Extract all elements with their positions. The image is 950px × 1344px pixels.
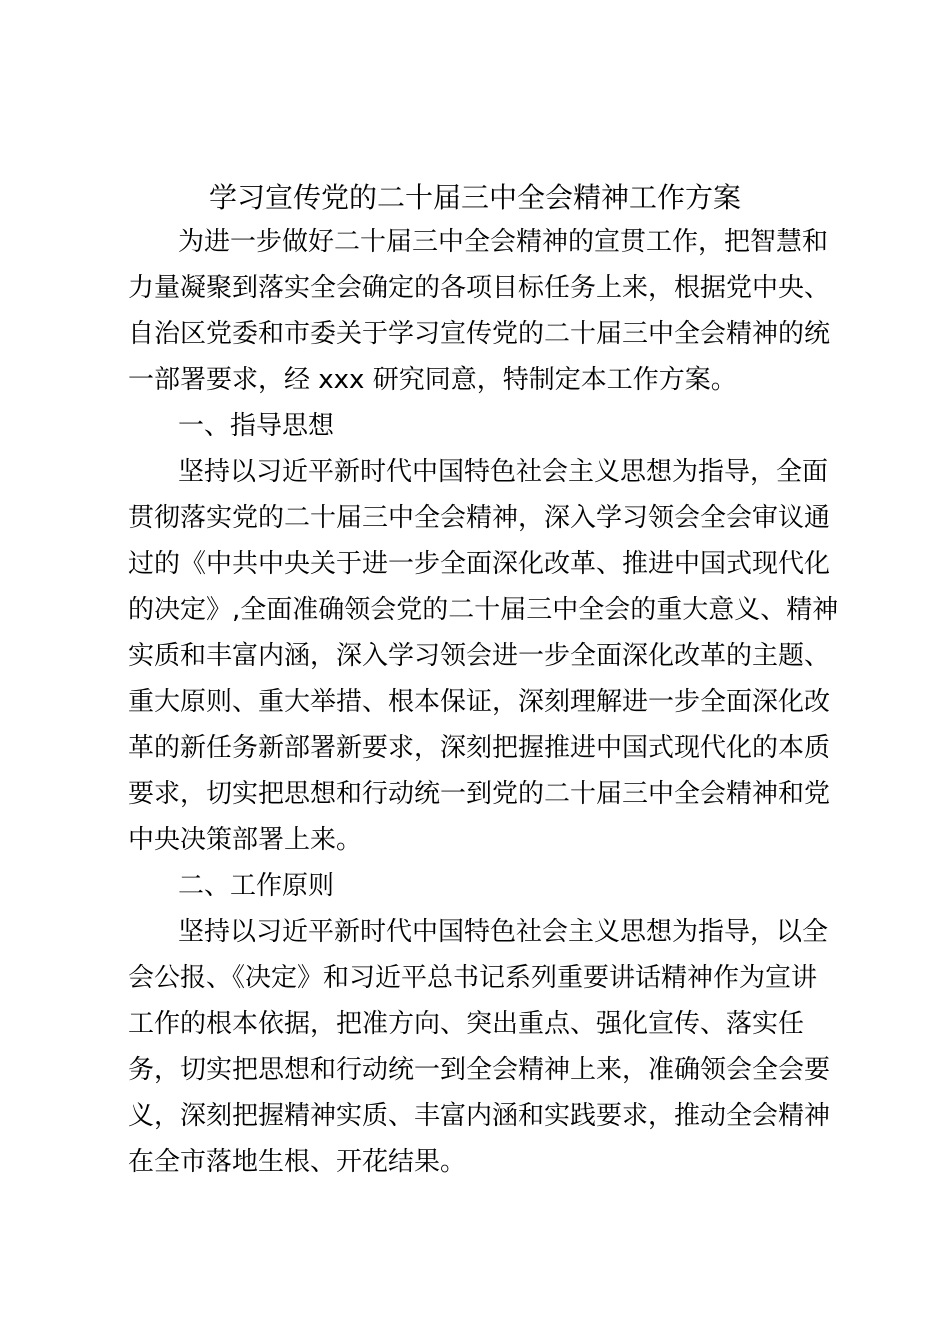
- section1-line-8: 要求，切实把思想和行动统一到党的二十届三中全会精神和党: [128, 779, 831, 809]
- intro-line-3: 自治区党委和市委关于学习宣传党的二十届三中全会精神的统: [128, 319, 831, 349]
- section-heading-2: 二、工作原则: [178, 871, 335, 901]
- section1-line-3: 过的《中共中央关于进一步全面深化改革、推进中国式现代化: [128, 549, 831, 579]
- section2-line-2: 会公报、《决定》和习近平总书记系列重要讲话精神作为宣讲: [128, 963, 818, 993]
- section2-line-4: 务，切实把思想和行动统一到全会精神上来，准确领会全会要: [128, 1055, 831, 1085]
- section1-line-1: 坚持以习近平新时代中国特色社会主义思想为指导，全面: [178, 457, 829, 487]
- section1-line-7: 革的新任务新部署新要求，深刻把握推进中国式现代化的本质: [128, 733, 831, 763]
- section-heading-1: 一、指导思想: [178, 411, 335, 441]
- intro-line-4: 一部署要求，经 xxx 研究同意，特制定本工作方案。: [128, 365, 737, 395]
- section1-line-4: 的决定》,全面准确领会党的二十届三中全会的重大意义、精神: [128, 595, 839, 625]
- section1-line-2: 贯彻落实党的二十届三中全会精神，深入学习领会全会审议通: [128, 503, 831, 533]
- section2-line-6: 在全市落地生根、开花结果。: [128, 1147, 467, 1177]
- section2-line-5: 义，深刻把握精神实质、丰富内涵和实践要求，推动全会精神: [128, 1101, 831, 1131]
- section2-line-1: 坚持以习近平新时代中国特色社会主义思想为指导，以全: [178, 917, 829, 947]
- section2-line-3: 工作的根本依据，把准方向、突出重点、强化宣传、落实任: [128, 1009, 805, 1039]
- section1-line-6: 重大原则、重大举措、根本保证，深刻理解进一步全面深化改: [128, 687, 831, 717]
- intro-line-2: 力量凝聚到落实全会确定的各项目标任务上来，根据党中央、: [128, 273, 831, 303]
- section1-line-9: 中央决策部署上来。: [128, 825, 363, 855]
- document-title: 学习宣传党的二十届三中全会精神工作方案: [208, 181, 741, 214]
- section1-line-5: 实质和丰富内涵，深入学习领会进一步全面深化改革的主题、: [128, 641, 831, 671]
- intro-line-1: 为进一步做好二十届三中全会精神的宣贯工作，把智慧和: [178, 227, 829, 257]
